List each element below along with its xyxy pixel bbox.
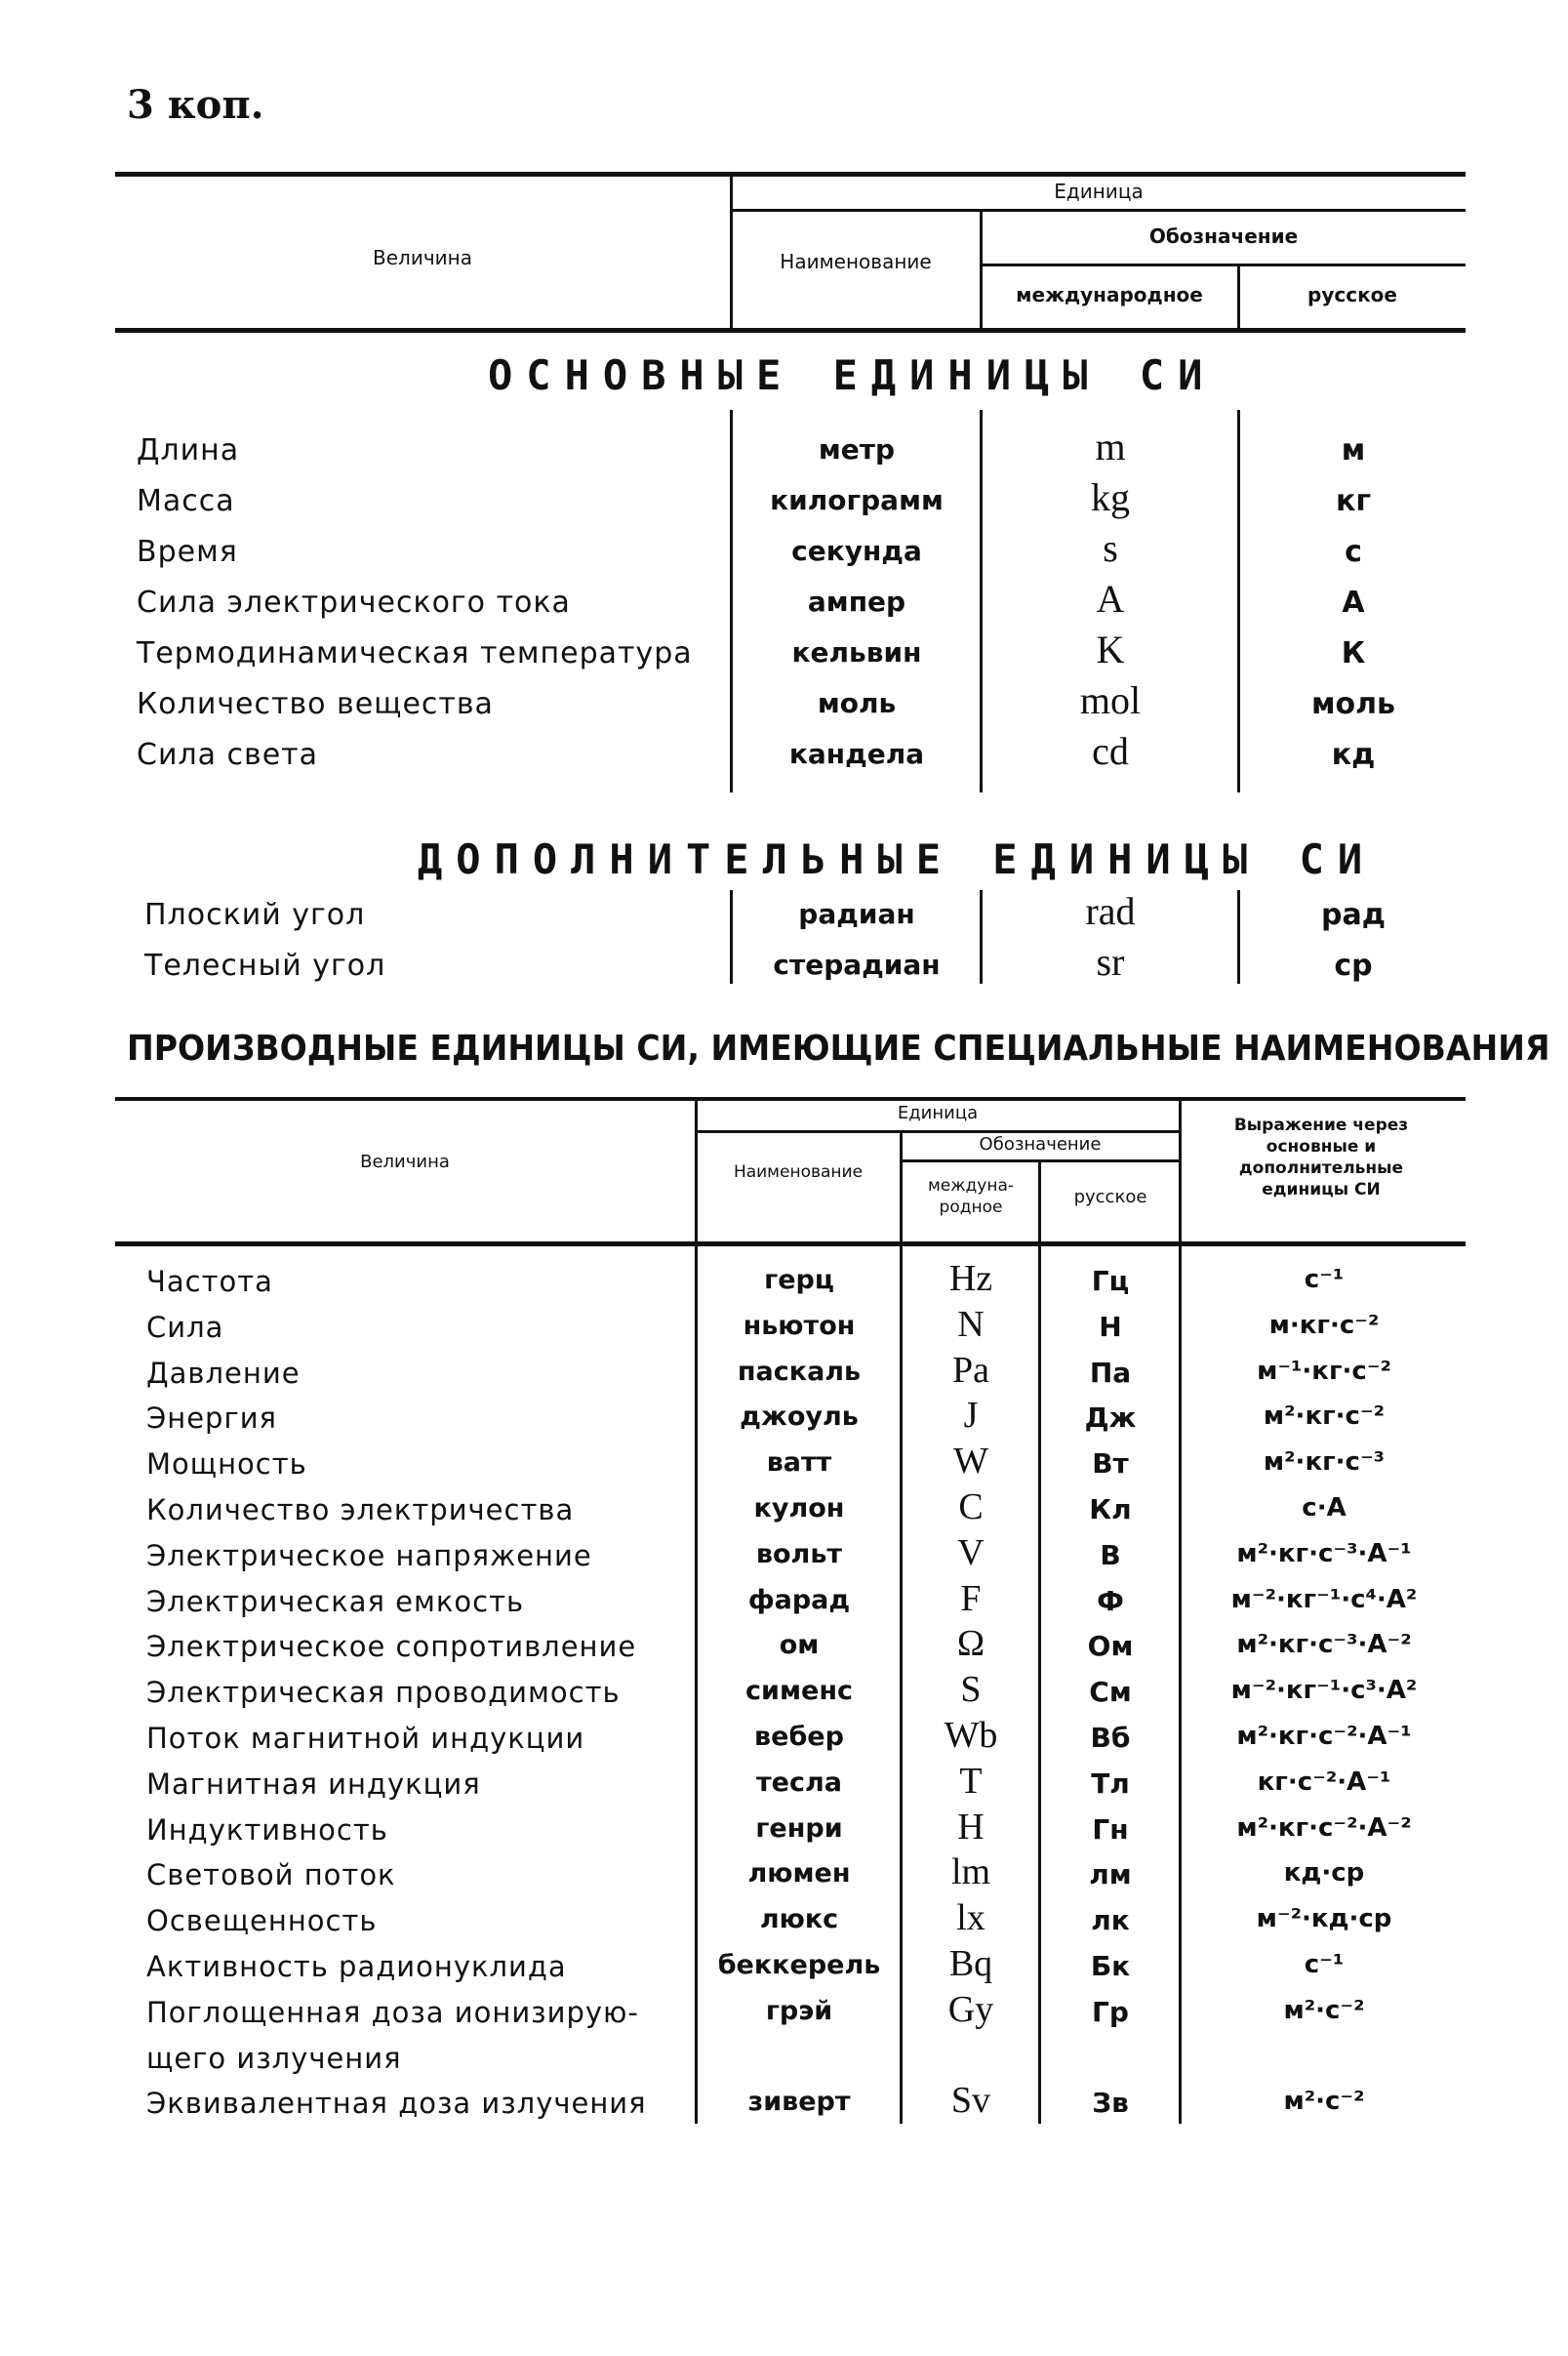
intl-symbol: K (1096, 628, 1125, 671)
rus-symbol: А (1342, 586, 1365, 620)
intl-symbol: H (957, 1806, 985, 1848)
section-title-base: ОСНОВНЫЕ ЕДИНИЦЫ СИ (488, 351, 1217, 399)
unit-name: сименс (745, 1676, 853, 1707)
rus-symbol: моль (1310, 687, 1396, 721)
unit-name: ом (779, 1630, 820, 1661)
quantity-label: Количество вещества (137, 687, 494, 721)
intl-symbol: C (958, 1486, 984, 1527)
intl-symbol: Wb (944, 1715, 998, 1756)
table1-header-intl: международное (1016, 283, 1203, 306)
si-expression: м²·кг·с⁻³ (1263, 1447, 1386, 1478)
derived-unit-row (0, 1349, 1568, 1405)
unit-name: метр (818, 433, 896, 466)
base-unit-row (0, 678, 1568, 736)
quantity-label: Длина (137, 433, 240, 467)
unit-name: паскаль (737, 1356, 862, 1387)
si-expression: м²·кг·с⁻³·А⁻¹ (1236, 1538, 1412, 1568)
unit-name: генри (755, 1812, 843, 1844)
rus-symbol: Зв (1092, 2087, 1129, 2120)
unit-name: беккерель (717, 1950, 881, 1980)
rus-symbol: Вт (1092, 1447, 1129, 1481)
rus-symbol: В (1100, 1538, 1121, 1571)
table2-top-rule (115, 1097, 1466, 1101)
rus-symbol: с (1345, 535, 1362, 569)
unit-name: вебер (754, 1722, 844, 1752)
quantity-label: Давление (146, 1356, 301, 1390)
intl-symbol: F (960, 1577, 982, 1619)
rus-symbol: лк (1091, 1904, 1130, 1937)
quantity-label: Плоский угол (144, 898, 366, 932)
quantity-label: Масса (137, 484, 235, 518)
quantity-label: Поток магнитной индукции (146, 1722, 585, 1755)
unit-name: зиверт (747, 2087, 851, 2118)
table1-top-rule (115, 172, 1466, 177)
base-unit-row (0, 425, 1568, 482)
rus-symbol: м (1341, 433, 1366, 467)
rus-symbol: Гн (1092, 1812, 1129, 1846)
intl-symbol: T (959, 1760, 983, 1802)
unit-name: люкс (759, 1904, 839, 1935)
quantity-label: Индуктивность (146, 1812, 388, 1847)
intl-symbol: Bq (948, 1943, 993, 1984)
unit-name: ампер (807, 586, 906, 618)
derived-unit-row (0, 1897, 1568, 1953)
rus-symbol: кг (1335, 484, 1372, 518)
section-title-suppl: ДОПОЛНИТЕЛЬНЫЕ ЕДИНИЦЫ СИ (418, 835, 1377, 883)
si-expression: м⁻²·кд·ср (1256, 1904, 1392, 1934)
derived-unit-row (0, 2080, 1568, 2135)
derived-unit-row (0, 1258, 1568, 1314)
rus-symbol: Н (1099, 1310, 1122, 1343)
si-expression: м²·кг·с⁻²·А⁻¹ (1236, 1722, 1412, 1751)
quantity-label: Световой поток (146, 1858, 396, 1892)
unit-name: радиан (798, 898, 915, 930)
intl-symbol: A (1096, 577, 1125, 621)
table2-header-expr: Выражение через основные и дополнительные единицы СИ (1233, 1116, 1409, 1199)
si-expression: м²·с⁻² (1283, 2087, 1365, 2117)
quantity-label: Время (137, 535, 238, 569)
si-expression: м²·кг·с⁻³·А⁻² (1236, 1630, 1412, 1660)
table1-designation-rule (982, 264, 1466, 266)
si-expression: кг·с⁻²·А⁻¹ (1257, 1767, 1391, 1797)
quantity-label: Количество электричества (146, 1493, 575, 1526)
base-unit-row (0, 577, 1568, 634)
intl-symbol: Hz (948, 1258, 993, 1299)
derived-unit-row (0, 1943, 1568, 1999)
si-expression: м⁻¹·кг·с⁻² (1257, 1356, 1391, 1386)
unit-name: вольт (755, 1538, 843, 1569)
unit-name: килограмм (770, 484, 944, 516)
intl-symbol: Ω (956, 1623, 985, 1665)
derived-unit-row (0, 1760, 1568, 1816)
unit-name: грэй (765, 1995, 833, 2026)
si-expression: с·А (1302, 1493, 1347, 1523)
suppl-unit-row (0, 940, 1568, 997)
si-expression: м²·кг·с⁻²·А⁻² (1236, 1812, 1412, 1843)
si-expression: м²·с⁻² (1283, 1995, 1365, 2025)
rus-symbol: Ф (1097, 1584, 1124, 1617)
table1-unit-rule (732, 209, 1466, 212)
derived-unit-row (0, 1441, 1568, 1496)
rus-symbol: Тл (1091, 1767, 1130, 1800)
unit-name: стерадиан (773, 949, 941, 981)
table1-header-bottom-rule (115, 328, 1466, 333)
rus-symbol: Кл (1089, 1493, 1132, 1525)
quantity-label: Термодинамическая температура (137, 636, 693, 670)
si-expression: м⁻²·кг⁻¹·с³·А² (1230, 1676, 1418, 1706)
table1-header-designation: Обозначение (1148, 224, 1299, 248)
intl-symbol: Sv (950, 2080, 991, 2122)
rus-symbol: лм (1089, 1858, 1132, 1891)
intl-symbol: N (957, 1303, 985, 1345)
quantity-label: Эквивалентная доза излучения (146, 2087, 647, 2121)
intl-symbol: J (963, 1395, 979, 1437)
price-label: 3 коп. (127, 82, 264, 128)
rus-symbol: ср (1334, 949, 1373, 983)
table1-header-quantity: Величина (373, 246, 472, 269)
quantity-label: Частота (146, 1265, 273, 1298)
quantity-label: Электрическое сопротивление (146, 1630, 637, 1664)
si-expression: с⁻¹ (1304, 1265, 1345, 1294)
table2-header-unit: Единица (897, 1103, 979, 1123)
intl-symbol: mol (1079, 678, 1142, 722)
si-expression: м·кг·с⁻² (1268, 1310, 1380, 1340)
intl-symbol: kg (1091, 475, 1130, 519)
intl-symbol: Gy (947, 1988, 994, 2030)
quantity-label: Сила света (137, 738, 319, 772)
rus-symbol: Гр (1092, 1995, 1129, 2028)
unit-name: герц (764, 1265, 834, 1295)
table2-header-intl: междуна- родное (927, 1176, 1015, 1217)
derived-unit-row (0, 1486, 1568, 1542)
quantity-label: щего излучения (146, 2041, 402, 2075)
quantity-label: Мощность (146, 1447, 307, 1482)
unit-name: люмен (747, 1858, 851, 1889)
intl-symbol: lm (950, 1851, 991, 1893)
table2-unit-rule (697, 1130, 1179, 1133)
section-title-derived: ПРОИЗВОДНЫЕ ЕДИНИЦЫ СИ, ИМЕЮЩИЕ СПЕЦИАЛЬНЫЕ НАИМЕНОВАНИЯ (127, 1029, 1550, 1069)
derived-unit-row (0, 2042, 1568, 2091)
derived-unit-row (0, 1395, 1568, 1450)
quantity-label: Освещенность (146, 1904, 378, 1938)
unit-name: джоуль (740, 1401, 859, 1433)
quantity-label: Электрическое напряжение (146, 1538, 592, 1572)
intl-symbol: rad (1085, 889, 1136, 933)
base-unit-row (0, 475, 1568, 533)
quantity-label: Сила (146, 1310, 224, 1344)
intl-symbol: lx (956, 1897, 985, 1939)
derived-unit-row (0, 1623, 1568, 1679)
rus-symbol: Ом (1087, 1630, 1134, 1663)
unit-name: кулон (753, 1493, 845, 1523)
quantity-label: Энергия (146, 1401, 277, 1436)
rus-symbol: Бк (1090, 1950, 1131, 1982)
derived-unit-row (0, 1531, 1568, 1588)
derived-unit-row (0, 1851, 1568, 1907)
intl-symbol: W (953, 1441, 988, 1483)
derived-unit-row (0, 1715, 1568, 1770)
derived-unit-row (0, 1303, 1568, 1360)
table1-header-name: Наименование (780, 250, 932, 273)
quantity-label: Активность радионуклида (146, 1950, 567, 1983)
unit-name: кельвин (791, 636, 922, 669)
table2-header-quantity: Величина (360, 1152, 450, 1172)
intl-symbol: S (960, 1669, 982, 1711)
si-expression: м⁻²·кг⁻¹·с⁴·А² (1230, 1584, 1418, 1614)
quantity-label: Сила электрического тока (137, 586, 571, 620)
unit-name: кандела (788, 738, 925, 770)
si-expression: м²·кг·с⁻² (1263, 1401, 1386, 1432)
unit-name: секунда (791, 535, 922, 567)
rus-symbol: Дж (1084, 1401, 1137, 1435)
intl-symbol: Pa (952, 1349, 989, 1391)
quantity-label: Электрическая проводимость (146, 1676, 621, 1710)
intl-symbol: m (1095, 425, 1126, 468)
table2-header-rus: русское (1073, 1187, 1147, 1207)
unit-name: тесла (756, 1767, 842, 1798)
table2-header-designation: Обозначение (979, 1134, 1102, 1155)
rus-symbol: Вб (1090, 1722, 1131, 1754)
intl-symbol: sr (1096, 940, 1125, 984)
intl-symbol: cd (1092, 729, 1129, 773)
quantity-label: Телесный угол (144, 949, 386, 983)
base-unit-row (0, 526, 1568, 584)
derived-unit-row (0, 1988, 1568, 2045)
rus-symbol: К (1341, 636, 1366, 670)
quantity-label: Магнитная индукция (146, 1767, 481, 1801)
table2-header-name: Наименование (733, 1162, 864, 1182)
rus-symbol: Гц (1091, 1265, 1130, 1297)
table1-header-rus: русское (1307, 283, 1397, 306)
rus-symbol: кд (1331, 738, 1376, 772)
base-unit-row (0, 729, 1568, 787)
derived-unit-row (0, 1669, 1568, 1725)
derived-unit-row (0, 1577, 1568, 1634)
unit-name: ньютон (743, 1310, 856, 1341)
si-expression: кд·ср (1283, 1858, 1365, 1889)
intl-symbol: V (957, 1531, 985, 1573)
unit-name: ватт (766, 1447, 832, 1479)
rus-symbol: рад (1321, 898, 1386, 932)
quantity-label: Электрическая емкость (146, 1584, 525, 1618)
table2-header-bottom-rule (115, 1241, 1466, 1246)
suppl-unit-row (0, 889, 1568, 947)
derived-unit-row (0, 1806, 1568, 1862)
si-expression: с⁻¹ (1304, 1950, 1345, 1979)
table1-header-unit: Единица (1054, 180, 1144, 203)
base-unit-row (0, 628, 1568, 685)
rus-symbol: Па (1089, 1356, 1132, 1389)
rus-symbol: См (1089, 1676, 1132, 1709)
unit-name: фарад (747, 1584, 851, 1615)
quantity-label: Поглощенная доза ионизирую- (146, 1995, 639, 2029)
unit-name: моль (817, 687, 897, 719)
intl-symbol: s (1103, 526, 1118, 570)
